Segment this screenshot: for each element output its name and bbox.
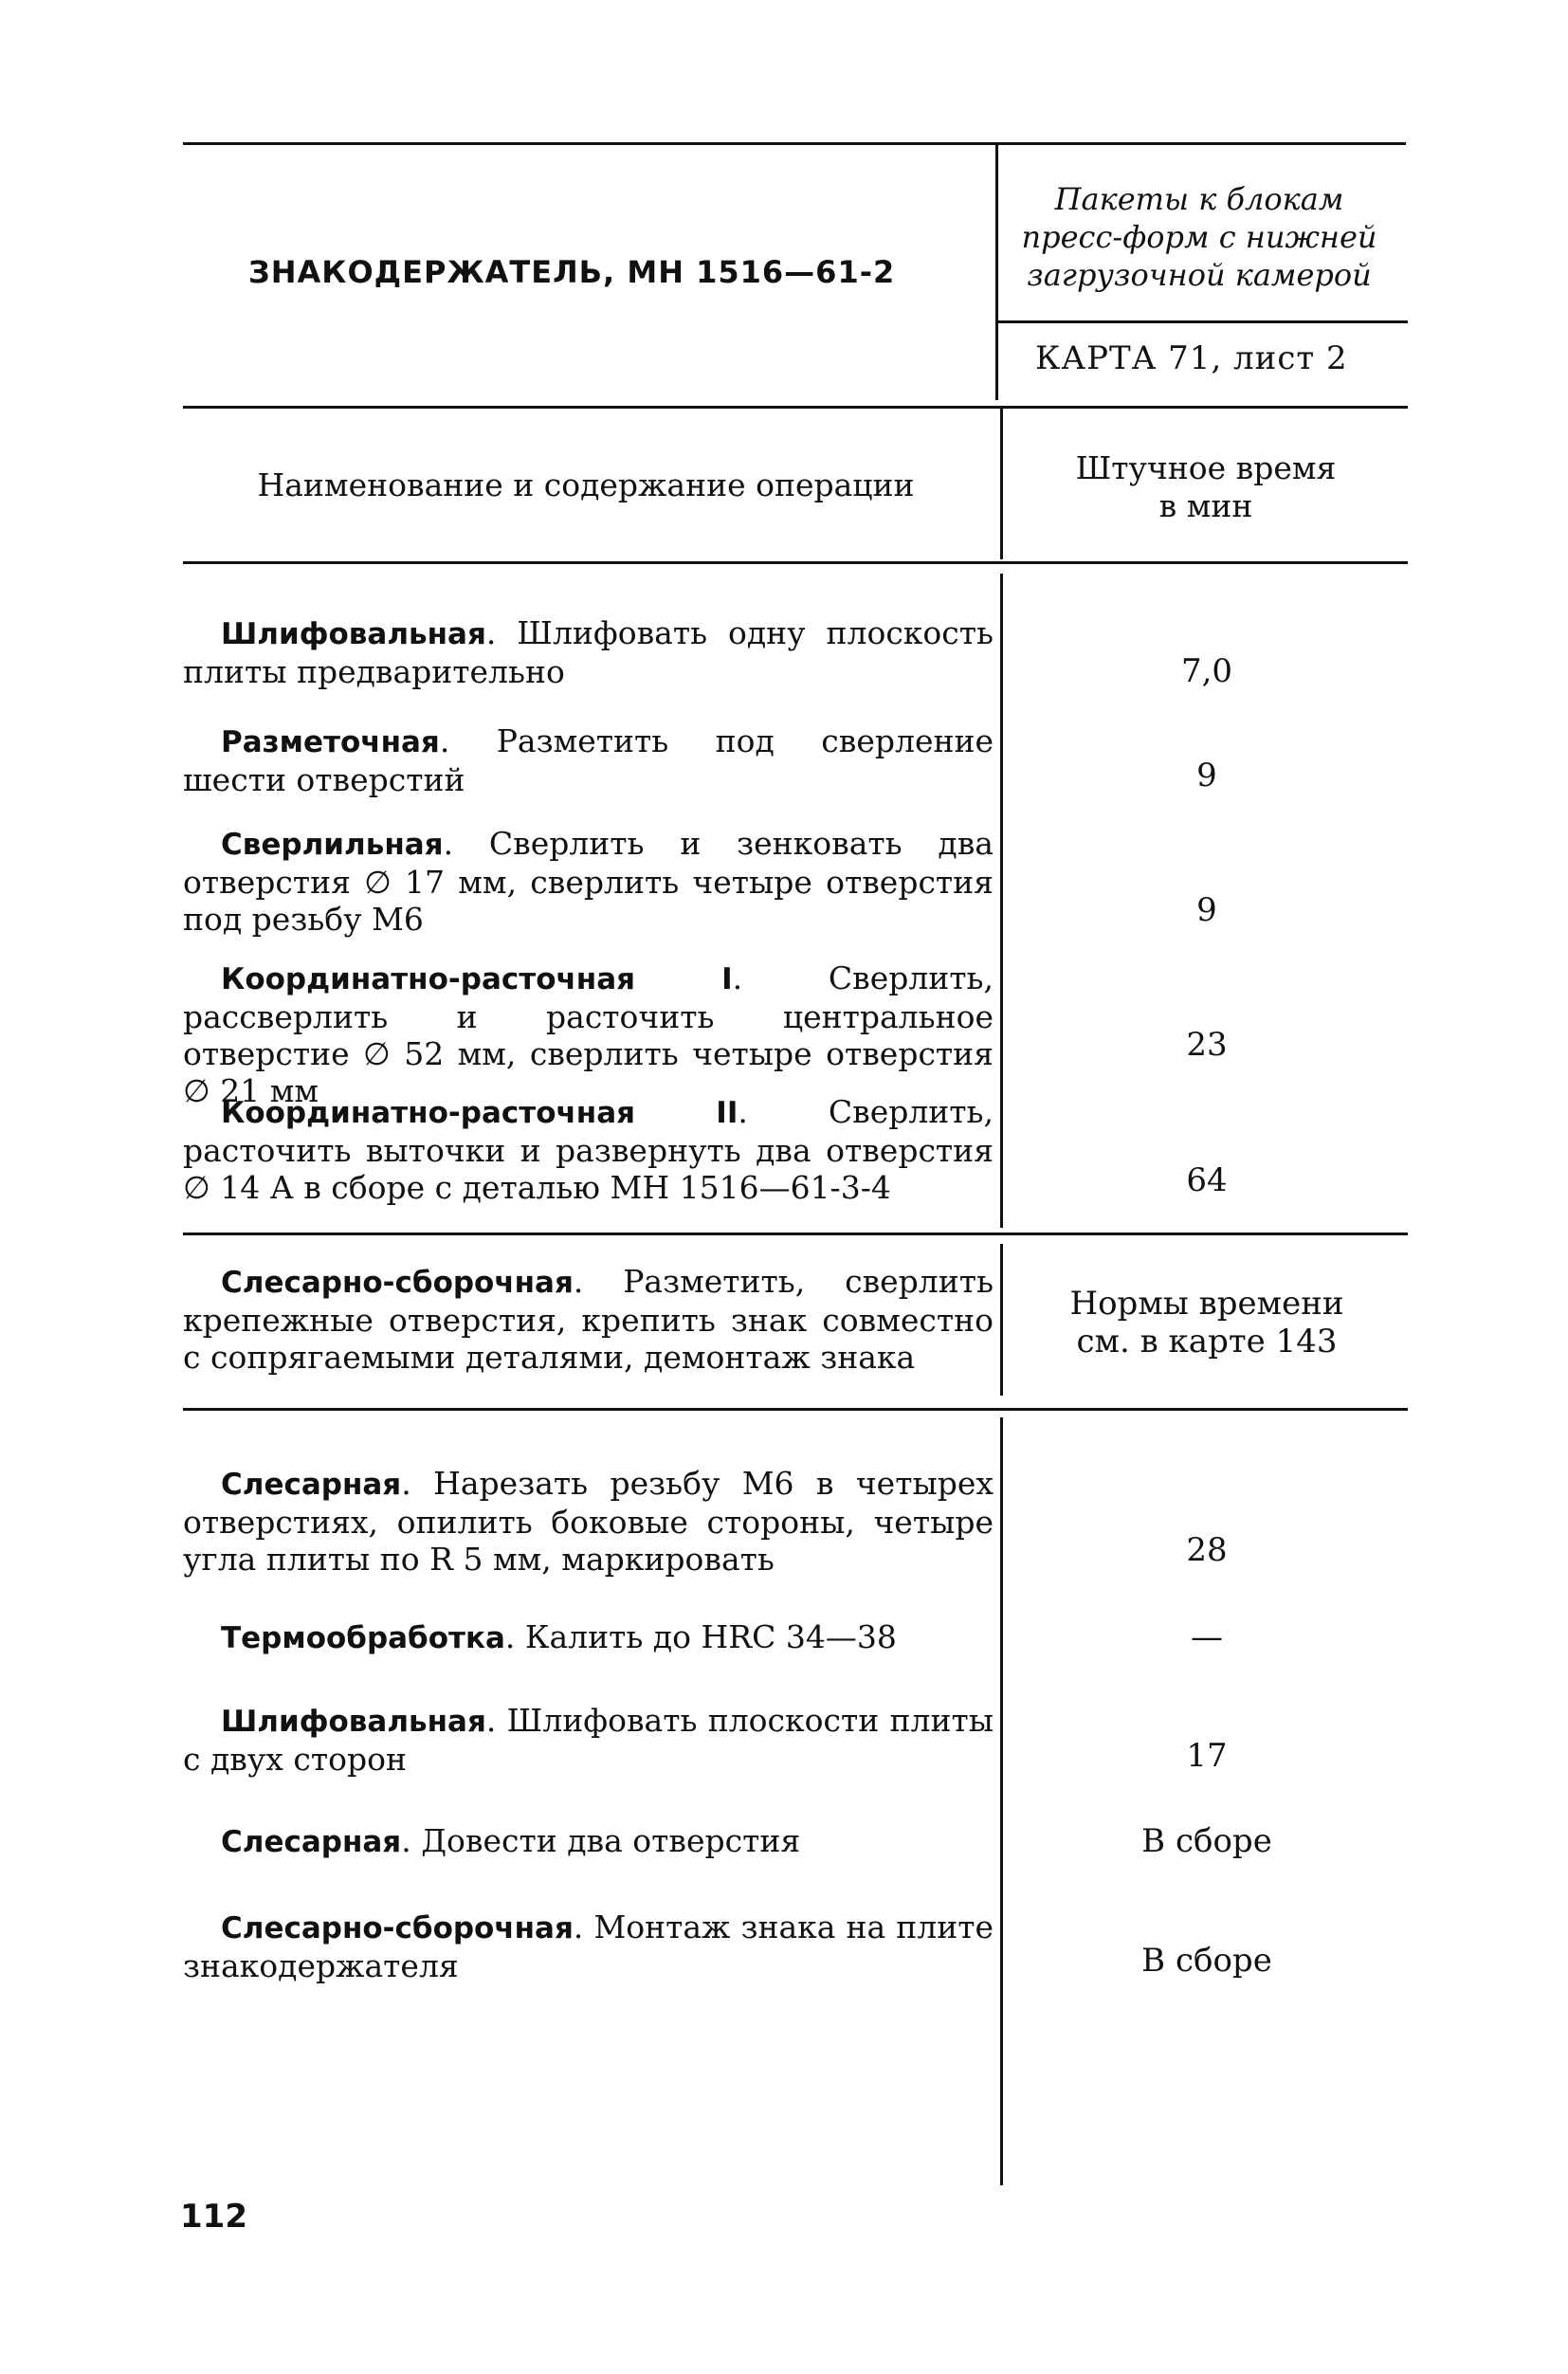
operation-name: Термообработка <box>221 1621 505 1655</box>
operation-name: Координатно-расточная II <box>221 1096 738 1130</box>
operation-name: Координатно-расточная I <box>221 962 733 996</box>
column-header-time-line: в мин <box>1158 487 1253 524</box>
operation-time: 17 <box>1186 1737 1228 1775</box>
operation-row: Сверлильная. Сверлить и зенковать два отверстия ∅ 17 мм, сверлить четыре отверстия под резьбу М6 <box>183 825 994 938</box>
operation-name: Шлифовальная <box>221 1705 486 1739</box>
operation-row: Термообработка. Калить до HRC 34—38 <box>221 1618 897 1655</box>
operation-time: 7,0 <box>1180 652 1233 690</box>
document-title: ЗНАКОДЕРЖАТЕЛЬ, МН 1516—61-2 <box>248 254 896 290</box>
column-header-time <box>1007 449 1405 525</box>
operation-time: 64 <box>1186 1161 1228 1199</box>
operation-text: Сверлить, расточить выточки и развернуть два отверстия ∅ 14 А в сборе с деталью МН 1516—61-3-4 <box>183 1093 994 1206</box>
operation-row: Шлифовальная. Шлифовать одну плоскость плиты предварительно <box>183 614 994 690</box>
section-1-bottom-rule <box>183 1233 1408 1235</box>
operation-row: Слесарно-сборочная. Разметить, сверлить крепежные отверстия, крепить знак совместно с сопрягаемыми деталями, демонтаж знака <box>183 1263 994 1376</box>
section-3-divider <box>1000 1417 1003 2185</box>
subtitle <box>1005 180 1394 294</box>
operation-time: 9 <box>1196 757 1217 794</box>
column-header-time-line: Штучное время <box>1075 449 1337 486</box>
operation-row: Шлифовальная. Шлифовать плоскости плиты с двух сторон <box>183 1702 994 1778</box>
top-rule <box>183 142 1406 145</box>
operation-name: Слесарная <box>221 1468 402 1502</box>
operation-text: Довести два отверстия <box>421 1822 801 1859</box>
section-1-divider <box>1000 574 1003 1228</box>
operation-row: Слесарная. Довести два отверстия <box>221 1822 801 1859</box>
column-header-operation: Наименование и содержание операции <box>257 466 915 503</box>
section-2-bottom-rule <box>183 1408 1408 1411</box>
operation-text: Нарезать резьбу М6 в четырех отверстиях, опилить боковые стороны, четыре угла плиты по R 5 мм, маркировать <box>183 1465 994 1578</box>
header-divider <box>995 144 998 400</box>
card-label: КАРТА 71, лист 2 <box>1035 339 1348 377</box>
operation-text: Монтаж знака на плите знакодержателя <box>183 1908 994 1984</box>
operation-time: 9 <box>1196 891 1217 929</box>
operation-time: В сборе <box>1141 1822 1272 1860</box>
subtitle-line: Пакеты к блокам <box>1054 181 1344 217</box>
operation-time: 28 <box>1186 1531 1228 1569</box>
operation-text: Разметить под сверление шести отверстий <box>183 722 994 798</box>
operation-time: В сборе <box>1141 1942 1272 1980</box>
operation-name: Слесарно-сборочная <box>221 1911 574 1945</box>
operation-time: — <box>1191 1618 1223 1656</box>
column-header-bottom-rule <box>183 561 1408 564</box>
operation-name: Слесарная <box>221 1825 402 1859</box>
subtitle-line: пресс-форм с нижней <box>1021 219 1377 255</box>
operation-time <box>1012 1285 1401 1360</box>
operation-text: Разметить, сверлить крепежные отверстия, крепить знак совместно с сопрягаемыми деталями, демонтаж знака <box>183 1263 994 1376</box>
operation-text: Калить до HRC 34—38 <box>524 1618 897 1655</box>
operation-name: Разметочная <box>221 725 440 759</box>
operation-text: Сверлить, рассверлить и расточить центральное отверстие ∅ 52 мм, сверлить четыре отверстия ∅ 21 мм <box>183 959 994 1109</box>
page-number: 112 <box>180 2198 247 2236</box>
section-2-divider <box>1000 1244 1003 1396</box>
operation-time: 23 <box>1186 1026 1228 1064</box>
card-rule <box>997 320 1408 323</box>
operation-name: Слесарно-сборочная <box>221 1266 574 1300</box>
operation-time-line: см. в карте 143 <box>1076 1323 1338 1360</box>
operation-name: Сверлильная <box>221 828 444 862</box>
operation-text: Шлифовать плоскости плиты с двух сторон <box>183 1702 994 1778</box>
operation-time-line: Нормы времени <box>1069 1285 1344 1323</box>
operation-name: Шлифовальная <box>221 617 486 651</box>
operation-text: Сверлить и зенковать два отверстия ∅ 17 мм, сверлить четыре отверстия под резьбу М6 <box>183 825 994 938</box>
operation-text: Шлифовать одну плоскость плиты предварительно <box>183 614 994 690</box>
operation-row: Координатно-расточная II. Сверлить, расточить выточки и развернуть два отверстия ∅ 14 А в сборе с деталью МН 1516—61-3-4 <box>183 1093 994 1206</box>
operation-row: Разметочная. Разметить под сверление шести отверстий <box>183 722 994 798</box>
column-divider <box>1000 408 1003 559</box>
column-header-top-rule <box>183 406 1408 409</box>
subtitle-line: загрузочной камерой <box>1027 257 1372 293</box>
operation-row: Слесарная. Нарезать резьбу М6 в четырех отверстиях, опилить боковые стороны, четыре угла плиты по R 5 мм, маркировать <box>183 1465 994 1578</box>
operation-row: Слесарно-сборочная. Монтаж знака на плите знакодержателя <box>183 1908 994 1984</box>
operation-row: Координатно-расточная I. Сверлить, рассверлить и расточить центральное отверстие ∅ 52 мм, сверлить четыре отверстия ∅ 21 мм <box>183 959 994 1109</box>
